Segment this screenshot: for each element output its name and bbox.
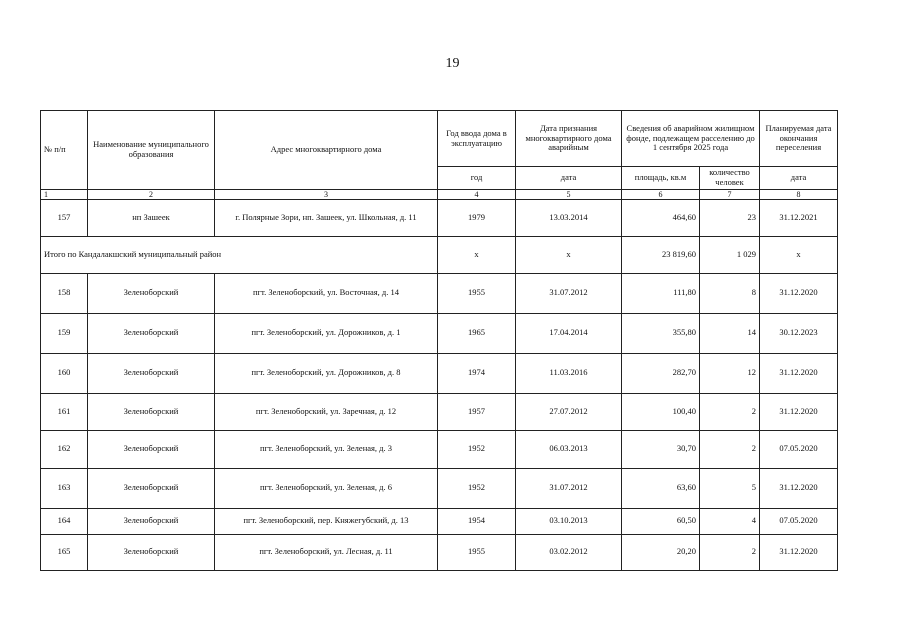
header-recognition-date: Дата признания многоквартирного дома аварийным	[516, 111, 622, 167]
row-address: пгт. Зеленоборский, ул. Лесная, д. 11	[215, 534, 438, 570]
row-people: 12	[700, 353, 760, 393]
row-recognition-date: 13.03.2014	[516, 199, 622, 236]
row-municipality: Зеленоборский	[88, 468, 215, 508]
row-people: 5	[700, 468, 760, 508]
row-municipality: Зеленоборский	[88, 508, 215, 534]
header-address: Адрес многоквартирного дома	[215, 111, 438, 190]
row-address: пгт. Зеленоборский, ул. Дорожников, д. 1	[215, 313, 438, 353]
table-row	[41, 273, 838, 313]
column-number: 5	[516, 189, 622, 199]
row-recognition-date: 11.03.2016	[516, 353, 622, 393]
total-end: x	[760, 236, 838, 273]
row-municipality: Зеленоборский	[88, 534, 215, 570]
row-recognition-date: 31.07.2012	[516, 273, 622, 313]
row-number: 157	[41, 199, 88, 236]
header-year: Год ввода дома в эксплуатацию	[438, 111, 516, 167]
row-number: 163	[41, 468, 88, 508]
subheader-people: количество человек	[700, 167, 760, 190]
total-date: x	[516, 236, 622, 273]
row-recognition-date: 31.07.2012	[516, 468, 622, 508]
table-row	[41, 393, 838, 430]
total-label: Итого по Кандалакшский муниципальный район	[41, 236, 438, 273]
table-row	[41, 199, 838, 236]
column-number: 2	[88, 189, 215, 199]
row-end-date: 07.05.2020	[760, 430, 838, 468]
column-number: 7	[700, 189, 760, 199]
row-area: 60,50	[622, 508, 700, 534]
row-people: 2	[700, 534, 760, 570]
row-address: пгт. Зеленоборский, пер. Княжегубский, д. 13	[215, 508, 438, 534]
row-address: г. Полярные Зори, нп. Зашеек, ул. Школьная, д. 11	[215, 199, 438, 236]
total-area: 23 819,60	[622, 236, 700, 273]
row-year: 1965	[438, 313, 516, 353]
table-row	[41, 508, 838, 534]
row-municipality: Зеленоборский	[88, 273, 215, 313]
table-row	[41, 313, 838, 353]
column-number: 8	[760, 189, 838, 199]
row-year: 1974	[438, 353, 516, 393]
header-row	[41, 111, 838, 167]
row-area: 20,20	[622, 534, 700, 570]
row-number: 164	[41, 508, 88, 534]
row-recognition-date: 03.02.2012	[516, 534, 622, 570]
row-recognition-date: 03.10.2013	[516, 508, 622, 534]
row-end-date: 31.12.2020	[760, 273, 838, 313]
row-recognition-date: 06.03.2013	[516, 430, 622, 468]
subheader-date: дата	[516, 167, 622, 190]
row-number: 161	[41, 393, 88, 430]
table-row	[41, 468, 838, 508]
row-address: пгт. Зеленоборский, ул. Зеленая, д. 3	[215, 430, 438, 468]
row-year: 1955	[438, 273, 516, 313]
total-row	[41, 236, 838, 273]
subheader-year: год	[438, 167, 516, 190]
emergency-housing-table	[40, 110, 838, 571]
column-number: 4	[438, 189, 516, 199]
row-area: 355,80	[622, 313, 700, 353]
row-address: пгт. Зеленоборский, ул. Дорожников, д. 8	[215, 353, 438, 393]
row-municipality: Зеленоборский	[88, 393, 215, 430]
row-area: 111,80	[622, 273, 700, 313]
row-number: 160	[41, 353, 88, 393]
row-people: 23	[700, 199, 760, 236]
page-number: 19	[445, 56, 460, 71]
row-end-date: 31.12.2021	[760, 199, 838, 236]
column-number: 6	[622, 189, 700, 199]
row-municipality: нп Зашеек	[88, 199, 215, 236]
row-end-date: 30.12.2023	[760, 313, 838, 353]
row-people: 14	[700, 313, 760, 353]
row-year: 1952	[438, 468, 516, 508]
header-municipality: Наименование муниципального образования	[88, 111, 215, 190]
column-numbers-row	[41, 189, 838, 199]
row-number: 158	[41, 273, 88, 313]
row-year: 1957	[438, 393, 516, 430]
row-people: 2	[700, 430, 760, 468]
row-number: 162	[41, 430, 88, 468]
row-end-date: 31.12.2020	[760, 393, 838, 430]
row-people: 8	[700, 273, 760, 313]
row-area: 30,70	[622, 430, 700, 468]
row-municipality: Зеленоборский	[88, 430, 215, 468]
total-year: x	[438, 236, 516, 273]
row-people: 4	[700, 508, 760, 534]
row-number: 159	[41, 313, 88, 353]
header-emergency-fund: Сведения об аварийном жилищном фонде, подлежащем расселению до 1 сентября 2025 года	[622, 111, 760, 167]
row-year: 1955	[438, 534, 516, 570]
row-year: 1954	[438, 508, 516, 534]
row-number: 165	[41, 534, 88, 570]
row-area: 100,40	[622, 393, 700, 430]
row-address: пгт. Зеленоборский, ул. Восточная, д. 14	[215, 273, 438, 313]
column-number: 1	[41, 189, 88, 199]
row-area: 282,70	[622, 353, 700, 393]
row-end-date: 31.12.2020	[760, 534, 838, 570]
subheader-area: площадь, кв.м	[622, 167, 700, 190]
total-people: 1 029	[700, 236, 760, 273]
row-end-date: 31.12.2020	[760, 353, 838, 393]
row-end-date: 07.05.2020	[760, 508, 838, 534]
row-year: 1979	[438, 199, 516, 236]
row-area: 464,60	[622, 199, 700, 236]
row-year: 1952	[438, 430, 516, 468]
row-area: 63,60	[622, 468, 700, 508]
subheader-end-date: дата	[760, 167, 838, 190]
row-people: 2	[700, 393, 760, 430]
table-row	[41, 534, 838, 570]
table-row	[41, 353, 838, 393]
row-address: пгт. Зеленоборский, ул. Зеленая, д. 6	[215, 468, 438, 508]
column-number: 3	[215, 189, 438, 199]
header-num: № п/п	[41, 111, 88, 190]
row-recognition-date: 17.04.2014	[516, 313, 622, 353]
row-end-date: 31.12.2020	[760, 468, 838, 508]
header-planned-end: Планируемая дата окончания переселения	[760, 111, 838, 167]
row-municipality: Зеленоборский	[88, 353, 215, 393]
table-row	[41, 430, 838, 468]
row-municipality: Зеленоборский	[88, 313, 215, 353]
row-address: пгт. Зеленоборский, ул. Заречная, д. 12	[215, 393, 438, 430]
row-recognition-date: 27.07.2012	[516, 393, 622, 430]
